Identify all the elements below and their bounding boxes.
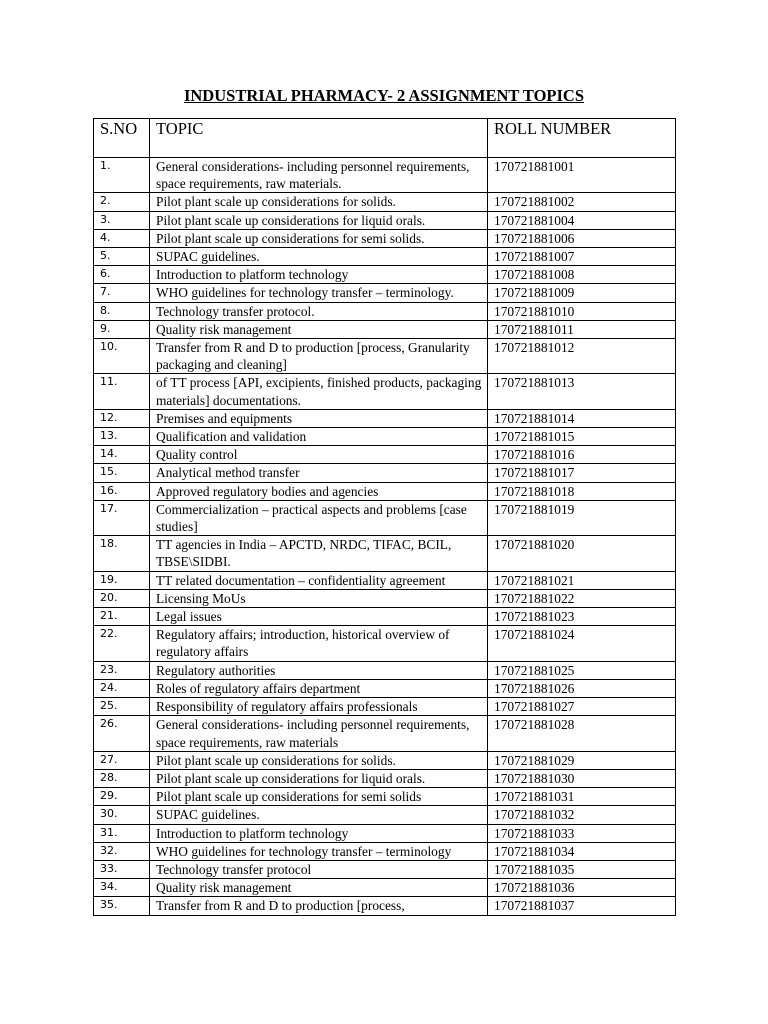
table-row <box>94 229 676 247</box>
row-sno: 4. <box>94 229 150 247</box>
table-row <box>94 211 676 229</box>
row-sno: 5. <box>94 248 150 266</box>
row-sno: 23. <box>94 661 150 679</box>
row-topic: Pilot plant scale up considerations for solids. <box>150 751 488 769</box>
row-sno: 27. <box>94 751 150 769</box>
row-roll-number: 170721881023 <box>488 608 676 626</box>
row-topic: SUPAC guidelines. <box>150 248 488 266</box>
row-sno: 24. <box>94 679 150 697</box>
row-roll-number: 170721881029 <box>488 751 676 769</box>
row-sno: 11. <box>94 374 150 409</box>
row-sno: 6. <box>94 266 150 284</box>
row-roll-number: 170721881017 <box>488 464 676 482</box>
header-roll-number: ROLL NUMBER <box>488 119 676 158</box>
row-roll-number: 170721881016 <box>488 446 676 464</box>
table-row <box>94 339 676 374</box>
row-roll-number: 170721881020 <box>488 536 676 571</box>
table-row <box>94 284 676 302</box>
row-roll-number: 170721881006 <box>488 229 676 247</box>
row-sno: 9. <box>94 320 150 338</box>
row-roll-number: 170721881034 <box>488 842 676 860</box>
row-topic: Pilot plant scale up considerations for semi solids <box>150 788 488 806</box>
table-row <box>94 788 676 806</box>
row-sno: 20. <box>94 589 150 607</box>
row-topic: Pilot plant scale up considerations for liquid orals. <box>150 769 488 787</box>
row-topic: General considerations- including personnel requirements, space requirements, raw materials. <box>150 158 488 193</box>
row-topic: WHO guidelines for technology transfer – terminology. <box>150 284 488 302</box>
table-row <box>94 248 676 266</box>
table-header-row <box>94 119 676 158</box>
row-sno: 2. <box>94 193 150 211</box>
table-row <box>94 464 676 482</box>
row-topic: Pilot plant scale up considerations for liquid orals. <box>150 211 488 229</box>
row-sno: 10. <box>94 339 150 374</box>
table-row <box>94 193 676 211</box>
row-roll-number: 170721881001 <box>488 158 676 193</box>
row-roll-number: 170721881002 <box>488 193 676 211</box>
table-row <box>94 302 676 320</box>
table-row <box>94 842 676 860</box>
row-roll-number: 170721881025 <box>488 661 676 679</box>
row-sno: 30. <box>94 806 150 824</box>
row-sno: 18. <box>94 536 150 571</box>
row-sno: 7. <box>94 284 150 302</box>
row-roll-number: 170721881037 <box>488 897 676 915</box>
row-roll-number: 170721881026 <box>488 679 676 697</box>
row-roll-number: 170721881008 <box>488 266 676 284</box>
row-topic: Commercialization – practical aspects and problems [case studies] <box>150 500 488 535</box>
table-row <box>94 879 676 897</box>
row-topic: SUPAC guidelines. <box>150 806 488 824</box>
table-row <box>94 608 676 626</box>
row-sno: 3. <box>94 211 150 229</box>
table-row <box>94 824 676 842</box>
row-sno: 33. <box>94 860 150 878</box>
row-sno: 22. <box>94 626 150 661</box>
table-row <box>94 482 676 500</box>
table-row <box>94 698 676 716</box>
row-topic: Quality risk management <box>150 879 488 897</box>
table-row <box>94 679 676 697</box>
row-topic: Premises and equipments <box>150 409 488 427</box>
row-topic: Transfer from R and D to production [process, <box>150 897 488 915</box>
row-topic: Pilot plant scale up considerations for solids. <box>150 193 488 211</box>
row-topic: Technology transfer protocol <box>150 860 488 878</box>
table-row <box>94 626 676 661</box>
row-topic: Technology transfer protocol. <box>150 302 488 320</box>
row-roll-number: 170721881011 <box>488 320 676 338</box>
row-sno: 25. <box>94 698 150 716</box>
row-roll-number: 170721881024 <box>488 626 676 661</box>
row-roll-number: 170721881014 <box>488 409 676 427</box>
row-roll-number: 170721881018 <box>488 482 676 500</box>
table-row <box>94 266 676 284</box>
row-sno: 8. <box>94 302 150 320</box>
assignment-topics-table <box>93 118 676 916</box>
row-topic: Introduction to platform technology <box>150 266 488 284</box>
table-row <box>94 897 676 915</box>
row-topic: Analytical method transfer <box>150 464 488 482</box>
row-sno: 21. <box>94 608 150 626</box>
row-sno: 29. <box>94 788 150 806</box>
row-topic: TT agencies in India – APCTD, NRDC, TIFAC, BCIL, TBSE\SIDBI. <box>150 536 488 571</box>
row-topic: Approved regulatory bodies and agencies <box>150 482 488 500</box>
row-roll-number: 170721881013 <box>488 374 676 409</box>
row-topic: Legal issues <box>150 608 488 626</box>
table-body <box>94 158 676 916</box>
row-topic: Responsibility of regulatory affairs professionals <box>150 698 488 716</box>
row-roll-number: 170721881015 <box>488 428 676 446</box>
row-topic: Licensing MoUs <box>150 589 488 607</box>
table-row <box>94 374 676 409</box>
row-roll-number: 170721881010 <box>488 302 676 320</box>
row-roll-number: 170721881033 <box>488 824 676 842</box>
row-topic: Introduction to platform technology <box>150 824 488 842</box>
row-roll-number: 170721881021 <box>488 571 676 589</box>
row-topic: Transfer from R and D to production [process, Granularity packaging and cleaning] <box>150 339 488 374</box>
row-roll-number: 170721881004 <box>488 211 676 229</box>
row-sno: 31. <box>94 824 150 842</box>
row-topic: TT related documentation – confidentiality agreement <box>150 571 488 589</box>
row-roll-number: 170721881030 <box>488 769 676 787</box>
row-roll-number: 170721881028 <box>488 716 676 751</box>
row-roll-number: 170721881027 <box>488 698 676 716</box>
row-roll-number: 170721881032 <box>488 806 676 824</box>
row-sno: 17. <box>94 500 150 535</box>
header-topic: TOPIC <box>150 119 488 158</box>
row-sno: 16. <box>94 482 150 500</box>
table-row <box>94 716 676 751</box>
table-row <box>94 500 676 535</box>
header-sno: S.NO <box>94 119 150 158</box>
row-sno: 14. <box>94 446 150 464</box>
table-row <box>94 409 676 427</box>
table-row <box>94 428 676 446</box>
row-topic: General considerations- including personnel requirements, space requirements, raw materials <box>150 716 488 751</box>
row-sno: 12. <box>94 409 150 427</box>
row-sno: 19. <box>94 571 150 589</box>
table-row <box>94 860 676 878</box>
table-row <box>94 661 676 679</box>
row-sno: 28. <box>94 769 150 787</box>
row-sno: 13. <box>94 428 150 446</box>
row-roll-number: 170721881007 <box>488 248 676 266</box>
row-topic: Quality risk management <box>150 320 488 338</box>
table-row <box>94 446 676 464</box>
row-topic: Regulatory authorities <box>150 661 488 679</box>
document-title: INDUSTRIAL PHARMACY- 2 ASSIGNMENT TOPICS <box>183 86 585 105</box>
table-row <box>94 536 676 571</box>
row-topic: Pilot plant scale up considerations for semi solids. <box>150 229 488 247</box>
row-sno: 15. <box>94 464 150 482</box>
row-topic: Quality control <box>150 446 488 464</box>
table-row <box>94 769 676 787</box>
row-topic: of TT process [API, excipients, finished products, packaging materials] documentations. <box>150 374 488 409</box>
row-sno: 34. <box>94 879 150 897</box>
row-topic: Qualification and validation <box>150 428 488 446</box>
row-roll-number: 170721881012 <box>488 339 676 374</box>
row-roll-number: 170721881019 <box>488 500 676 535</box>
row-sno: 32. <box>94 842 150 860</box>
table-row <box>94 571 676 589</box>
row-sno: 35. <box>94 897 150 915</box>
table-row <box>94 589 676 607</box>
row-roll-number: 170721881022 <box>488 589 676 607</box>
table-row <box>94 320 676 338</box>
row-sno: 26. <box>94 716 150 751</box>
row-topic: Roles of regulatory affairs department <box>150 679 488 697</box>
row-roll-number: 170721881035 <box>488 860 676 878</box>
row-topic: WHO guidelines for technology transfer – terminology <box>150 842 488 860</box>
row-roll-number: 170721881036 <box>488 879 676 897</box>
row-roll-number: 170721881031 <box>488 788 676 806</box>
row-roll-number: 170721881009 <box>488 284 676 302</box>
row-sno: 1. <box>94 158 150 193</box>
table-row <box>94 806 676 824</box>
table-row <box>94 158 676 193</box>
table-row <box>94 751 676 769</box>
row-topic: Regulatory affairs; introduction, historical overview of regulatory affairs <box>150 626 488 661</box>
